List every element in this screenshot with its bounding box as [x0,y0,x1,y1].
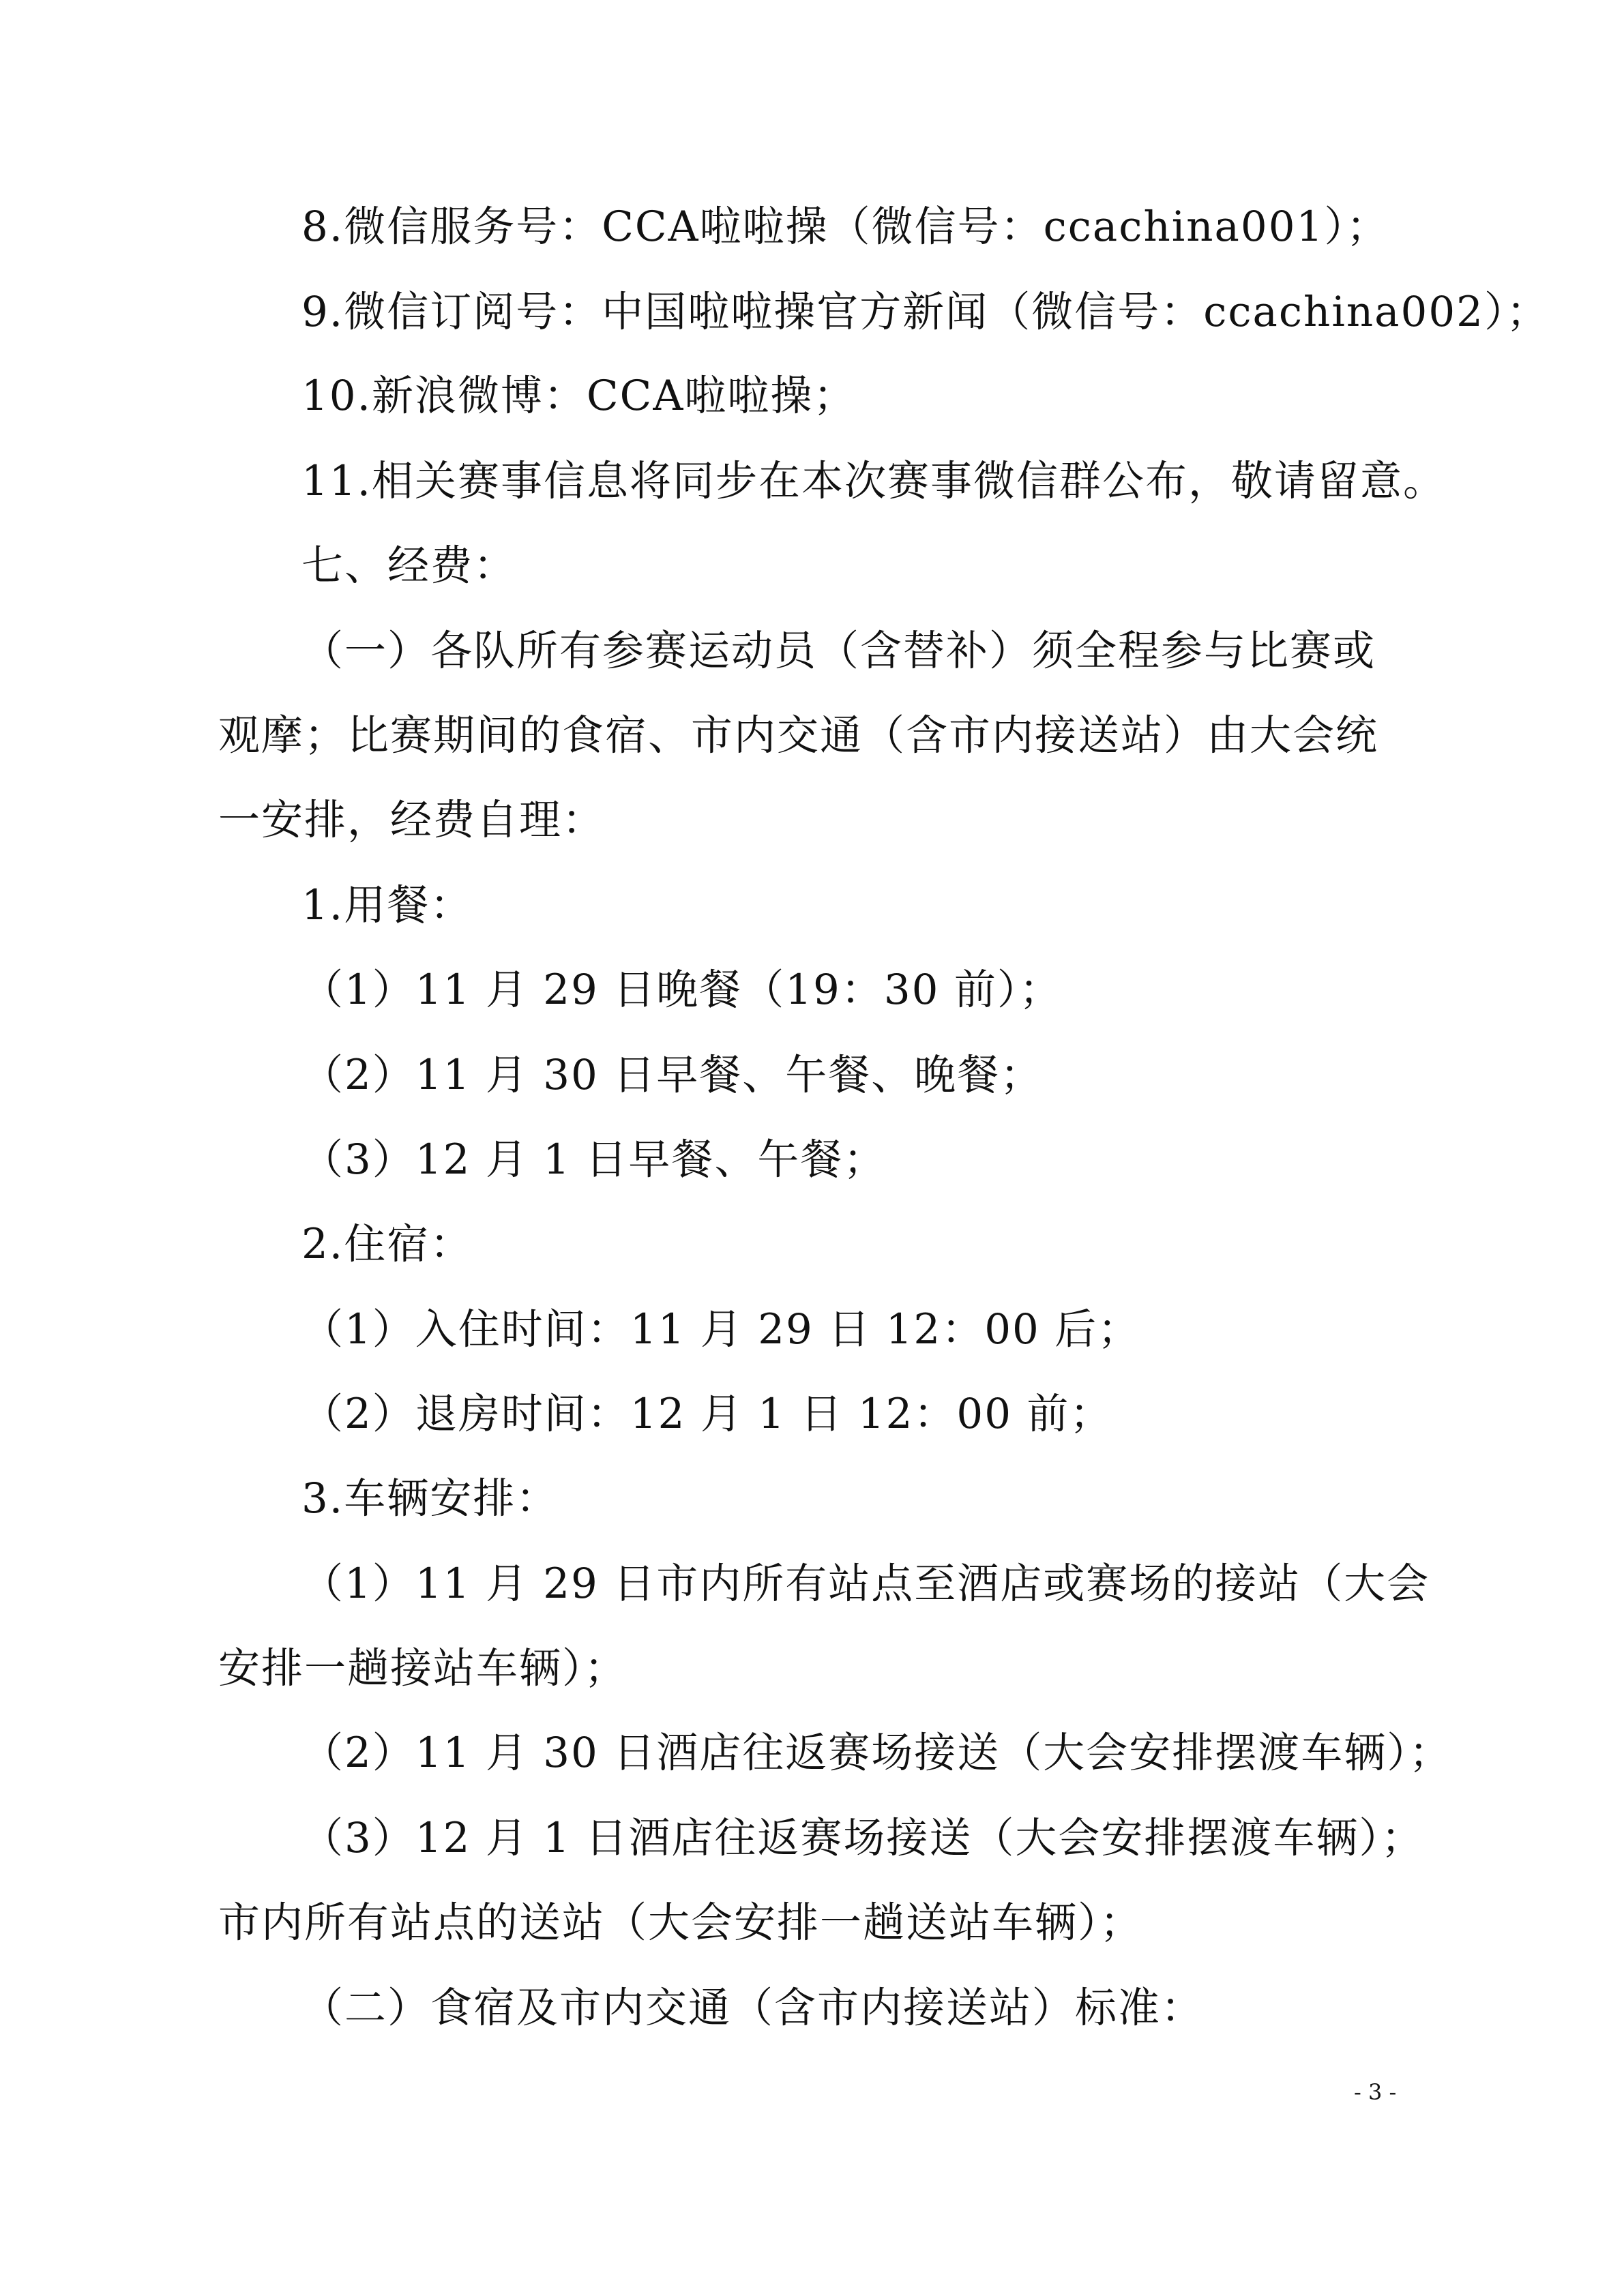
wechat-service-line: 8.微信服务号：CCA啦啦操（微信号：ccachina001）； [301,203,1389,251]
vehicle-item-2: （2）11 月 30 日酒店往返赛场接送（大会安排摆渡车辆）； [301,1729,1452,1777]
meal-item-1: （1）11 月 29 日晚餐（19：30 前）； [301,966,1063,1014]
lodging-item-2: （2）退房时间：12 月 1 日 12：00 前； [301,1390,1113,1438]
vehicle-item-3-line-2: 市内所有站点的送站（大会安排一趟送站车辆）； [218,1898,1143,1947]
meal-item-3: （3）12 月 1 日早餐、午餐； [301,1135,887,1184]
standards-heading: （二）食宿及市内交通（含市内接送站）标准： [301,1984,1205,2032]
vehicle-heading: 3.车辆安排： [301,1474,559,1523]
section-seven-heading: 七、经费： [301,541,517,590]
vehicle-item-3-line-1: （3）12 月 1 日酒店往返赛场接送（大会安排摆渡车辆）； [301,1814,1424,1862]
wechat-subscription-line: 9.微信订阅号：中国啦啦操官方新闻（微信号：ccachina002）； [301,288,1550,336]
weibo-line: 10.新浪微博：CCA啦啦操； [301,372,857,420]
vehicle-item-1-line-1: （1）11 月 29 日市内所有站点至酒店或赛场的接站（大会 [301,1560,1430,1608]
meals-heading: 1.用餐： [301,881,473,929]
event-info-line: 11.相关赛事信息将同步在本次赛事微信群公布，敬请留意。 [301,457,1447,505]
vehicle-item-1-line-2: 安排一趟接站车辆）； [218,1644,628,1693]
fees-paragraph-line-3: 一安排，经费自理： [218,796,606,844]
fees-paragraph-line-1: （一）各队所有参赛运动员（含替补）须全程参与比赛或 [301,627,1376,675]
page-number: - 3 - [1354,2079,1397,2105]
lodging-heading: 2.住宿： [301,1220,473,1268]
lodging-item-1: （1）入住时间：11 月 29 日 12：00 后； [301,1305,1141,1354]
fees-paragraph-line-2: 观摩；比赛期间的食宿、市内交通（含市内接送站）由大会统 [218,711,1379,760]
meal-item-2: （2）11 月 30 日早餐、午餐、晚餐； [301,1051,1044,1099]
